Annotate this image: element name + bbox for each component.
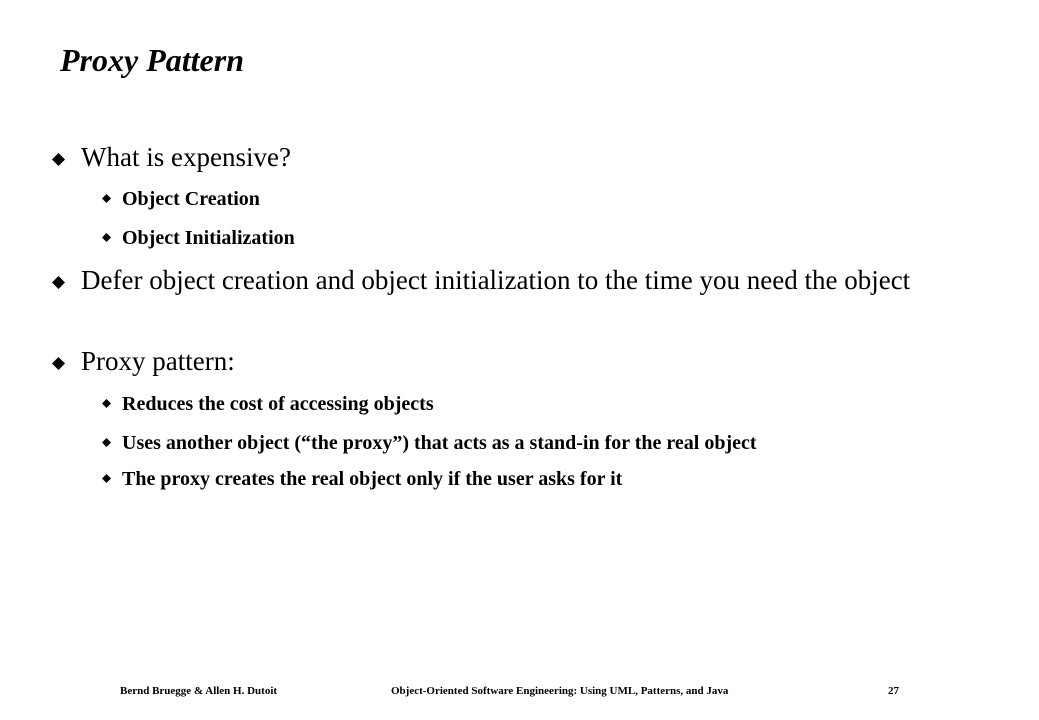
sub-bullet-reduces-cost xyxy=(102,392,1002,416)
sub-bullet-object-creation xyxy=(102,187,1002,211)
diamond-bullet-icon xyxy=(102,194,111,203)
bullet-text: Proxy pattern: xyxy=(81,346,235,376)
slide-title: Proxy Pattern xyxy=(60,42,244,78)
diamond-bullet-icon xyxy=(52,153,65,166)
diamond-bullet-icon xyxy=(102,233,111,242)
diamond-bullet-icon xyxy=(102,474,111,483)
bullet-what-is-expensive xyxy=(52,141,982,174)
bullet-defer-creation xyxy=(52,264,982,297)
diamond-bullet-icon xyxy=(52,357,65,370)
sub-bullet-uses-another-object xyxy=(102,431,1002,455)
diamond-bullet-icon xyxy=(102,438,111,447)
sub-bullet-text: Reduces the cost of accessing objects xyxy=(122,393,434,415)
sub-bullet-text: The proxy creates the real object only if the user asks for it xyxy=(122,468,623,490)
bullet-text: Defer object creation and object initialization to the time you need the object xyxy=(81,265,911,295)
bullet-text: What is expensive? xyxy=(81,142,291,172)
sub-bullet-object-initialization xyxy=(102,226,1002,250)
sub-bullet-proxy-creates xyxy=(102,467,1002,491)
bullet-proxy-pattern xyxy=(52,345,982,378)
sub-bullet-text: Object Creation xyxy=(122,188,260,210)
sub-bullet-text: Object Initialization xyxy=(122,227,295,249)
diamond-bullet-icon xyxy=(102,399,111,408)
footer-authors: Bernd Bruegge & Allen H. Dutoit xyxy=(120,685,278,697)
footer-book-title: Object-Oriented Software Engineering: Using UML, Patterns, and Java xyxy=(391,685,729,697)
footer-page-number: 27 xyxy=(888,685,899,697)
diamond-bullet-icon xyxy=(52,276,65,289)
sub-bullet-text: Uses another object (“the proxy”) that acts as a stand-in for the real object xyxy=(122,432,757,454)
